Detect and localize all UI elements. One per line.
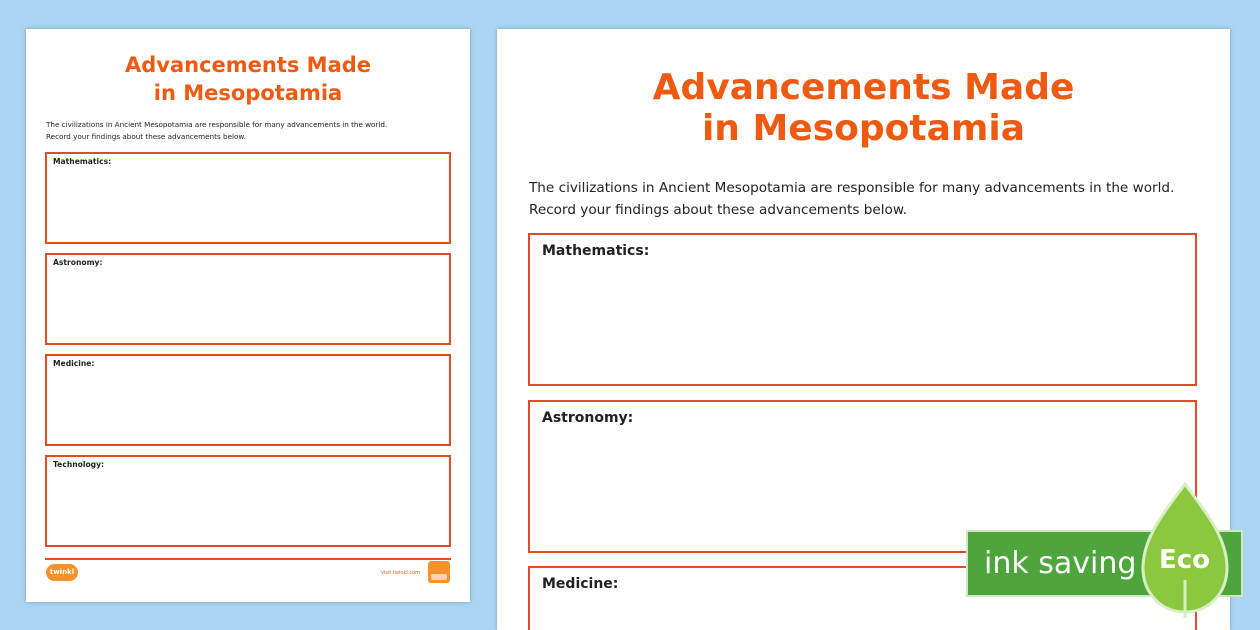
footer-divider: [45, 558, 451, 560]
intro-text-large: [529, 177, 1209, 221]
mathematics-box: [45, 152, 451, 244]
astronomy-box: [45, 253, 451, 345]
intro-line-2: Record your findings about these advancements below.: [46, 132, 246, 141]
visit-link-text: visit twinkl.com: [381, 570, 421, 576]
worksheet-preview-thumbnail[interactable]: [26, 29, 470, 602]
worksheet-title-large: [497, 67, 1230, 149]
medicine-box: [45, 354, 451, 446]
mathematics-box-large: [528, 233, 1197, 386]
worksheet-title: [26, 51, 470, 107]
mathematics-label: Mathematics:: [53, 157, 112, 166]
technology-box: [45, 455, 451, 547]
title-line-1-large: Advancements Made: [652, 67, 1075, 108]
twinkl-logo: twinkl: [46, 564, 78, 581]
intro-line-2-large: Record your findings about these advancements below.: [529, 202, 908, 218]
medicine-label-large: Medicine:: [542, 576, 619, 592]
mathematics-label-large: Mathematics:: [542, 243, 650, 259]
technology-label: Technology:: [53, 460, 105, 469]
intro-text: [46, 119, 456, 143]
ink-saving-text: ink saving: [984, 546, 1137, 581]
astronomy-label: Astronomy:: [53, 258, 103, 267]
eco-label: Eco: [1159, 545, 1211, 575]
astronomy-label-large: Astronomy:: [542, 410, 634, 426]
title-line-2-large: in Mesopotamia: [701, 108, 1026, 149]
title-line-2: in Mesopotamia: [153, 81, 343, 105]
twinkl-badge-icon: [428, 561, 450, 583]
intro-line-1-large: The civilizations in Ancient Mesopotamia are responsible for many advancements in the world.: [529, 180, 1175, 196]
intro-line-1: The civilizations in Ancient Mesopotamia are responsible for many advancements in the world.: [46, 120, 388, 129]
medicine-label: Medicine:: [53, 359, 95, 368]
title-line-1: Advancements Made: [124, 53, 372, 77]
